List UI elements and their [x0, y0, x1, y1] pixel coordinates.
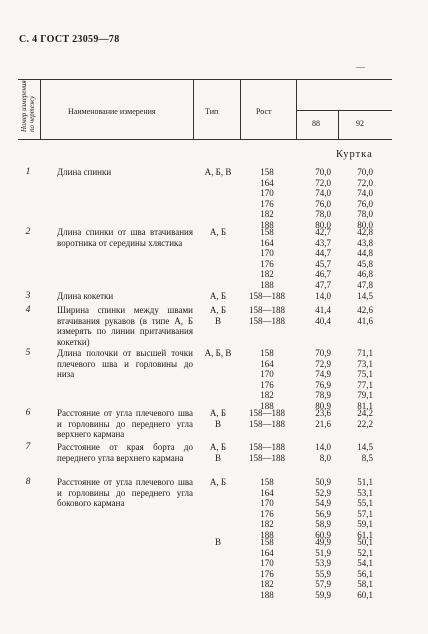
col-divider-4 — [296, 79, 297, 139]
rost-value: 164 — [260, 177, 274, 188]
value-88-column — [296, 442, 331, 463]
col-divider-5 — [338, 110, 339, 139]
value-88: 45,7 — [315, 258, 331, 269]
value-92: 14,5 — [357, 442, 373, 452]
value-88: 74,9 — [315, 369, 331, 379]
rost-column — [244, 442, 290, 463]
rost-value: 182 — [260, 209, 274, 219]
value-88: 72,0 — [315, 177, 331, 188]
row-type: А, Б В — [209, 408, 227, 429]
value-88: 14,0 — [315, 442, 331, 452]
rost-value: 158 — [260, 167, 274, 177]
value-92: 60,1 — [357, 589, 373, 600]
rost-value: 158 — [260, 348, 274, 358]
value-88: 55,9 — [315, 568, 331, 579]
rost-value: 164 — [260, 487, 274, 498]
value-88: 41,4 — [315, 305, 331, 315]
row-number: 8 — [25, 477, 31, 487]
rost-value: 164 — [260, 358, 274, 369]
header-name: Наименование измерения — [68, 107, 156, 116]
rost-value: 158—188 — [249, 305, 285, 315]
row-name: Ширина спинки между швами втачивания рукавов (в типе А, Б измерять по линии притачивания кокетки) — [57, 305, 193, 347]
rost-value: 188 — [260, 400, 274, 411]
value-88: 58,9 — [315, 519, 331, 529]
value-92: 46,8 — [357, 269, 373, 279]
value-88: 23,6 — [315, 408, 331, 418]
row-name: Расстояние от угла плечевого шва и горловины до переднего угла верхнего кармана — [57, 408, 193, 439]
value-92: 74,0 — [357, 188, 373, 198]
rost-value: 170 — [260, 498, 274, 508]
value-88: 74,0 — [315, 188, 331, 198]
value-92-column — [340, 227, 373, 290]
row-type: А, Б — [209, 227, 227, 237]
row-type: В — [214, 537, 221, 547]
row-type: А, Б — [209, 477, 227, 487]
rost-value: 188 — [260, 279, 274, 290]
value-92: 59,1 — [357, 519, 373, 529]
rost-value: 158—188 — [249, 291, 285, 301]
value-92: 78,0 — [357, 209, 373, 219]
value-92: 47,8 — [357, 279, 373, 290]
row-name: Расстояние от угла плечевого шва и горловины до переднего угла бокового кармана — [57, 477, 193, 508]
row-number: 3 — [25, 291, 31, 301]
col-divider-2 — [193, 79, 194, 139]
value-88: 46,7 — [315, 269, 331, 279]
value-92-column — [340, 442, 373, 463]
rost-value: 176 — [260, 379, 274, 390]
value-92: 14,5 — [357, 291, 373, 301]
rost-value: 158—188 — [249, 452, 285, 463]
rost-column — [244, 291, 290, 302]
value-92: 45,8 — [357, 258, 373, 269]
rost-column — [244, 227, 290, 290]
rost-column — [244, 167, 290, 230]
value-92-column — [340, 348, 373, 411]
value-88-column — [296, 227, 331, 290]
table-header-bottom-rule — [18, 139, 392, 140]
value-92: 72,0 — [357, 177, 373, 188]
value-88: 78,0 — [315, 209, 331, 219]
value-88: 42,7 — [315, 227, 331, 237]
header-col-92: 92 — [356, 119, 364, 128]
value-88: 57,9 — [315, 579, 331, 589]
value-88: 21,6 — [315, 418, 331, 429]
value-88: 72,9 — [315, 358, 331, 369]
rost-value: 158—188 — [249, 315, 285, 326]
value-92: 79,1 — [357, 390, 373, 400]
rost-value: 158 — [260, 477, 274, 487]
rost-value: 182 — [260, 390, 274, 400]
value-92: 73,1 — [357, 358, 373, 369]
value-88: 80,0 — [315, 219, 331, 230]
value-92: 24,2 — [357, 408, 373, 418]
rost-value: 182 — [260, 519, 274, 529]
value-92: 50,1 — [357, 537, 373, 547]
header-type: Тип — [205, 107, 219, 116]
rost-value: 176 — [260, 198, 274, 209]
value-88: 76,9 — [315, 379, 331, 390]
table-top-rule — [18, 79, 392, 80]
rost-value: 170 — [260, 369, 274, 379]
value-92-column — [340, 305, 373, 326]
row-name: Длина полочки от высшей точки плечевого шва и горловины до низа — [57, 348, 193, 379]
value-88: 76,0 — [315, 198, 331, 209]
value-92-column — [340, 291, 373, 302]
rost-value: 158—188 — [249, 408, 285, 418]
row-type: А, Б, В — [204, 348, 232, 358]
value-88: 56,9 — [315, 508, 331, 519]
section-title: Куртка — [336, 149, 373, 160]
value-92-column — [340, 167, 373, 230]
value-92-column — [340, 408, 373, 429]
value-88: 51,9 — [315, 547, 331, 558]
rost-value: 182 — [260, 269, 274, 279]
rost-column — [244, 477, 290, 540]
value-88: 60,9 — [315, 529, 331, 540]
value-92: 55,1 — [357, 498, 373, 508]
value-88-column — [296, 477, 331, 540]
value-92: 43,8 — [357, 237, 373, 248]
value-92-column — [340, 477, 373, 540]
value-92: 51,1 — [357, 477, 373, 487]
header-nomer: Номер измерения по чертежу — [20, 80, 36, 132]
row-number: 6 — [25, 408, 31, 418]
row-name: Длина спинки от шва втачивания воротника от середины хлястика — [57, 227, 193, 248]
value-88: 8,0 — [319, 452, 331, 463]
row-type: А, Б В — [209, 305, 227, 326]
row-number: 7 — [25, 442, 31, 452]
rost-value: 170 — [260, 248, 274, 258]
row-type: А, Б В — [209, 442, 227, 463]
value-88-column — [296, 348, 331, 411]
rost-value: 176 — [260, 508, 274, 519]
rost-value: 164 — [260, 237, 274, 248]
row-type: А, Б, В — [204, 167, 232, 177]
value-92: 77,1 — [357, 379, 373, 390]
row-number: 5 — [25, 348, 31, 358]
value-88-column — [296, 537, 331, 600]
page-header: С. 4 ГОСТ 23059—78 — [19, 34, 120, 45]
row-name: Длина спинки — [57, 167, 112, 177]
value-92: 56,1 — [357, 568, 373, 579]
rost-column — [244, 305, 290, 326]
value-88: 80,9 — [315, 400, 331, 411]
value-88: 40,4 — [315, 315, 331, 326]
rost-column — [244, 408, 290, 429]
row-number: 2 — [25, 227, 31, 237]
value-92-column — [340, 537, 373, 600]
rost-value: 188 — [260, 219, 274, 230]
rost-value: 158 — [260, 227, 274, 237]
rost-value: 182 — [260, 579, 274, 589]
value-92: 44,8 — [357, 248, 373, 258]
rost-value: 164 — [260, 547, 274, 558]
rost-value: 158—188 — [249, 418, 285, 429]
value-92: 70,0 — [357, 167, 373, 177]
value-88: 59,9 — [315, 589, 331, 600]
value-92: 80,0 — [357, 219, 373, 230]
value-92: 42,8 — [357, 227, 373, 237]
size-subheader-rule — [296, 110, 392, 111]
rost-value: 158 — [260, 537, 274, 547]
rost-column — [244, 348, 290, 411]
value-92: 54,1 — [357, 558, 373, 568]
value-88: 52,9 — [315, 487, 331, 498]
value-88-column — [296, 291, 331, 302]
col-divider-1 — [40, 79, 41, 139]
value-88: 53,9 — [315, 558, 331, 568]
value-92: 75,1 — [357, 369, 373, 379]
value-92: 76,0 — [357, 198, 373, 209]
value-88: 78,9 — [315, 390, 331, 400]
rost-value: 176 — [260, 568, 274, 579]
value-88-column — [296, 167, 331, 230]
value-88: 49,9 — [315, 537, 331, 547]
value-88: 14,0 — [315, 291, 331, 301]
value-88: 70,9 — [315, 348, 331, 358]
value-92: 41,6 — [357, 315, 373, 326]
value-92: 61,1 — [357, 529, 373, 540]
header-rost: Рост — [256, 107, 272, 116]
value-92: 22,2 — [357, 418, 373, 429]
value-92: 8,5 — [361, 452, 373, 463]
row-number: 1 — [25, 167, 31, 177]
rost-value: 170 — [260, 188, 274, 198]
value-92: 57,1 — [357, 508, 373, 519]
value-88-column — [296, 408, 331, 429]
rost-value: 188 — [260, 529, 274, 540]
header-mark: — — [356, 62, 365, 72]
row-name: Длина кокетки — [57, 291, 114, 301]
value-88: 44,7 — [315, 248, 331, 258]
rost-value: 170 — [260, 558, 274, 568]
row-number: 4 — [25, 305, 31, 315]
value-88: 43,7 — [315, 237, 331, 248]
value-88-column — [296, 305, 331, 326]
value-88: 47,7 — [315, 279, 331, 290]
row-type: А, Б — [209, 291, 227, 301]
value-92: 53,1 — [357, 487, 373, 498]
rost-value: 188 — [260, 589, 274, 600]
value-92: 71,1 — [357, 348, 373, 358]
value-92: 81,1 — [357, 400, 373, 411]
col-divider-3 — [240, 79, 241, 139]
rost-value: 158—188 — [249, 442, 285, 452]
value-88: 54,9 — [315, 498, 331, 508]
value-92: 58,1 — [357, 579, 373, 589]
value-88: 70,0 — [315, 167, 331, 177]
value-92: 42,6 — [357, 305, 373, 315]
value-88: 50,9 — [315, 477, 331, 487]
header-col-88: 88 — [312, 119, 320, 128]
value-92: 52,1 — [357, 547, 373, 558]
rost-value: 176 — [260, 258, 274, 269]
row-name: Расстояние от края борта до переднего угла верхнего кармана — [57, 442, 193, 463]
rost-column — [244, 537, 290, 600]
